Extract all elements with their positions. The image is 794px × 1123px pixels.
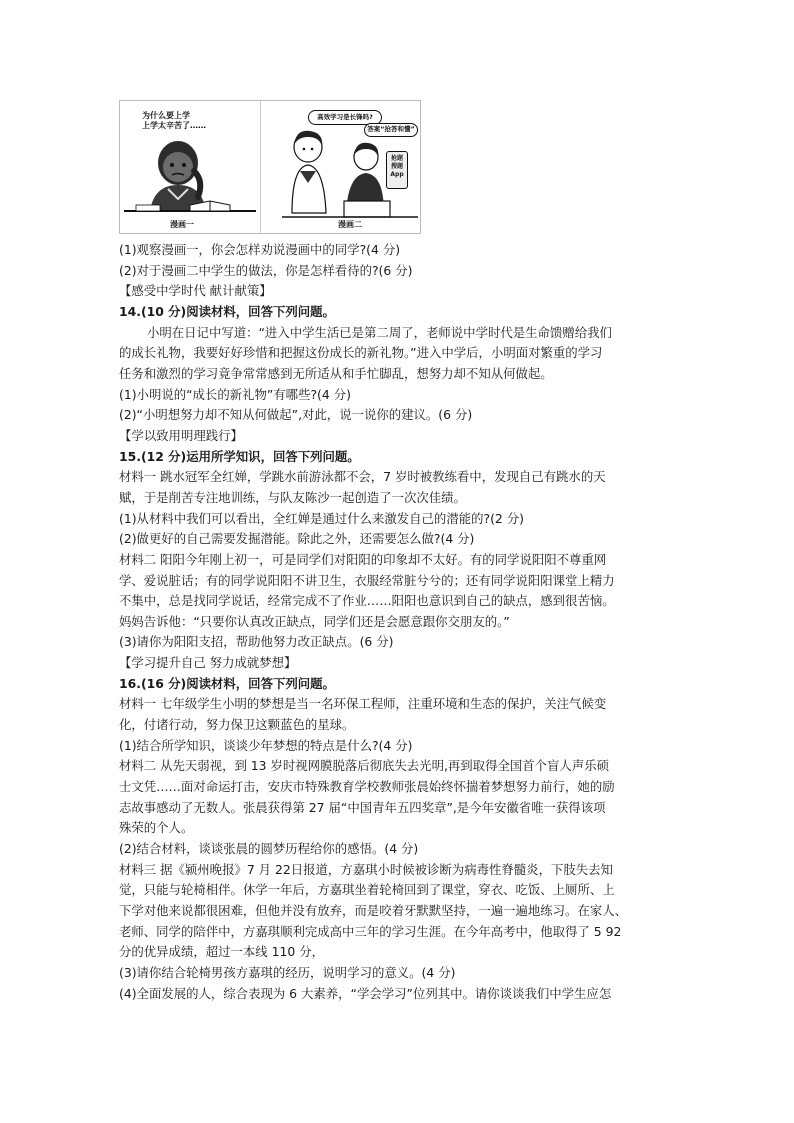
- text-line: (1)观察漫画一，你会怎样劝说漫画中的同学?(4 分): [119, 242, 401, 257]
- text-line: 材料三 据《颍州晚报》7 月 22日报道，方嘉琪小时候被诊断为病毒性脊髓炎，下肢失去知: [119, 861, 613, 877]
- text-line: 觉，只能与轮椅相伴。休学一年后，方嘉琪坐着轮椅回到了课堂，穿衣、吃饭、上厕所、上: [119, 882, 615, 898]
- text-line: 小明在日记中写道：“进入中学生活已是第二周了，老师说中学时代是生命馈赠给我们: [147, 324, 612, 340]
- bubble-text: 上学太辛苦了……: [142, 121, 206, 130]
- text-line: (1)从材料中我们可以看出，全红婵是通过什么来激发自己的潜能的?(2 分): [119, 510, 524, 526]
- text-line: 15.(12 分)运用所学知识，回答下列问题。: [119, 448, 360, 464]
- text-line: (2)“小明想努力却不知从何做起”,对此，说一说你的建议。(6 分): [119, 407, 473, 423]
- comic-strip: [119, 100, 421, 234]
- text-line: 材料一 跳水冠军全红婵，学跳水前游泳都不会，7 岁时被教练看中，发现自己有跳水的天: [119, 469, 606, 485]
- text-line: 的成长礼物，我要好好珍惜和把握这份成长的新礼物。”进入中学后，小明面对繁重的学习: [119, 345, 603, 361]
- phone-app-sign: [386, 151, 408, 189]
- sign-text: 抢题: [390, 155, 403, 162]
- text-line: (3)请你为阳阳支招，帮助他努力改正缺点。(6 分): [119, 634, 394, 650]
- text-line: 材料二 从先天弱视，到 13 岁时视网膜脱落后彻底失去光明,再到取得全国首个盲人声乐硕: [119, 758, 609, 774]
- text-line: 赋，于是削苦专注地训练，与队友陈沙一起创造了一次次佳绩。: [119, 489, 466, 505]
- comic-label: 漫画二: [338, 220, 362, 229]
- speech-bubble: 高效学习是长锋吗?: [308, 110, 382, 125]
- text-line: 【学以致用明理践行】: [119, 427, 243, 443]
- sign-text: 搜题: [390, 163, 403, 170]
- text-line: 殊荣的个人。: [119, 820, 194, 836]
- text-line: 妈妈告诉他：“只要你认真改正缺点，同学们还是会愿意跟你交朋友的。”: [119, 613, 510, 629]
- text-line: (3)请你结合轮椅男孩方嘉琪的经历，说明学习的意义。(4 分): [119, 964, 456, 980]
- text-line: 学、爱说脏话；有的同学说阳阳不讲卫生，衣服经常脏兮兮的；还有同学说阳阳课堂上精力: [119, 572, 615, 588]
- bubble-text: 为什么要上学: [142, 111, 190, 120]
- text-line: 不集中，总是找同学说话，经常完成不了作业……阳阳也意识到自己的缺点，感到很苦恼。: [119, 593, 615, 609]
- comic-label: 漫画一: [170, 220, 194, 229]
- text-line: (2)对于漫画二中学生的做法，你是怎样看待的?(6 分): [119, 262, 413, 278]
- text-line: (4)全面发展的人，综合表现为 6 大素养，“学会学习”位列其中。请你谈谈我们中学生应怎: [119, 985, 612, 1001]
- tired-student-illustration: [120, 101, 260, 233]
- comic-panel-1: [120, 101, 261, 233]
- text-line: (1)结合所学知识，谈谈少年梦想的特点是什么?(4 分): [119, 737, 413, 753]
- text-line: 老师、同学的陪伴中，方嘉琪顺利完成高中三年的学习生涯。在今年高考中，他取得了 5 92: [119, 923, 622, 939]
- text-line: 材料一 七年级学生小明的梦想是当一名环保工程师，注重环境和生态的保护，关注气候变: [119, 696, 607, 712]
- text-line: 【学习提升自己 努力成就梦想】: [119, 655, 297, 671]
- sign-text: App: [390, 171, 404, 178]
- text-line: (2)结合材料，谈谈张晨的圆梦历程给你的感悟。(4 分): [119, 841, 419, 857]
- text-line: (1)小明说的“成长的新礼物”有哪些?(4 分): [119, 386, 351, 402]
- text-line: 【感受中学时代 献计献策】: [119, 283, 272, 299]
- text-line: 14.(10 分)阅读材料，回答下列问题。: [119, 303, 335, 319]
- text-line: 化，付诸行动，努力保卫这颗蓝色的星球。: [119, 717, 355, 733]
- text-line: 分的优异成绩，超过一本线 110 分，: [119, 944, 324, 960]
- comic-panel-2: [280, 101, 420, 233]
- text-line: 材料二 阳阳今年刚上初一，可是同学们对阳阳的印象却不太好。有的同学说阳阳不尊重网: [119, 551, 607, 567]
- speech-bubble: 答案“抢答和懂”: [364, 123, 418, 137]
- text-line: 16.(16 分)阅读材料，回答下列问题。: [119, 675, 335, 691]
- text-line: 志故事感动了无数人。张晨获得第 27 届“中国青年五四奖章”,是今年安徽省唯一获得该项: [119, 799, 606, 815]
- text-line: 士文凭……面对命运打击，安庆市特殊教育学校教师张晨始终怀揣着梦想努力前行，她的励: [119, 779, 615, 795]
- text-line: 任务和激烈的学习竟争常常感到无所适从和手忙脚乱，想努力却不知从何做起。: [119, 365, 553, 381]
- text-line: (2)做更好的自己需要发掘潜能。除此之外，还需要怎么做?(4 分): [119, 531, 475, 547]
- question-text: [119, 240, 679, 1004]
- text-line: 下学对他来说都很困难，但他并没有放弃，而是咬着牙默默坚持，一遍一遍地练习。在家人、: [119, 903, 628, 918]
